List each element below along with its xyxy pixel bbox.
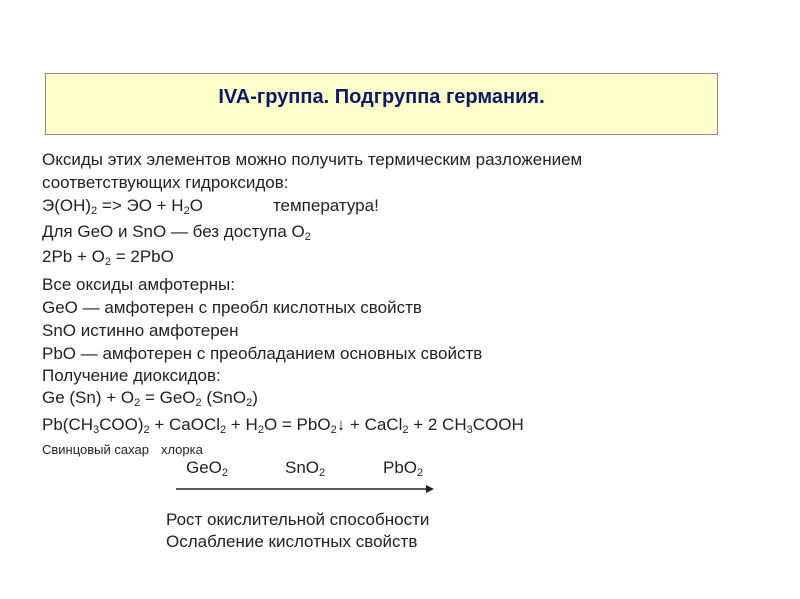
- eq-sub: 2: [257, 424, 264, 436]
- equation-decomposition: [42, 196, 379, 216]
- trend-oxidizing: Рост окислительной способности: [166, 510, 430, 529]
- eq-sub: 2: [143, 424, 150, 436]
- oxide-sub: 2: [221, 467, 229, 479]
- eq-part: 2Pb + O: [42, 247, 105, 266]
- eq-part: Pb(CH: [42, 415, 94, 434]
- text-line-geo: GeO — амфотерен с преобл кислотных свойств: [42, 298, 422, 317]
- eq-part: + CaOCl: [149, 415, 221, 434]
- eq-part: + H: [226, 415, 258, 434]
- eq-part: ): [252, 388, 258, 407]
- eq-part: + 2 CH: [408, 415, 467, 434]
- eq-part: Ge (Sn) + O: [42, 388, 135, 407]
- trend-acidic: Ослабление кислотных свойств: [166, 532, 418, 551]
- trend-arrow: [176, 483, 434, 495]
- eq-part: (SnO: [201, 388, 247, 407]
- temperature-note: температура!: [272, 196, 379, 215]
- eq-part: COO): [99, 415, 144, 434]
- eq-sub: 2: [304, 231, 311, 243]
- text-line-no-oxygen: [42, 222, 311, 242]
- text-line-dioxides: Получение диоксидов:: [42, 366, 221, 385]
- reagent-lead-sugar: Свинцовый сахар: [42, 442, 149, 457]
- text-line-amphoteric: Все оксиды амфотерны:: [42, 275, 236, 294]
- eq-part: = GeO: [140, 388, 196, 407]
- eq-sub: 2: [330, 424, 337, 436]
- eq-sub: 2: [183, 205, 190, 217]
- text-line-pbo: PbO — амфотерен с преобладанием основных свойств: [42, 344, 483, 363]
- reagent-names: [42, 442, 203, 457]
- equation-lead-oxidation: [42, 247, 174, 267]
- equation-dioxide: [42, 388, 258, 408]
- title-box: [45, 73, 718, 135]
- eq-sub: 2: [195, 397, 202, 409]
- slide-title: IVA-группа. Подгруппа германия.: [218, 86, 545, 108]
- eq-sub: 2: [246, 397, 253, 409]
- equation-pbo2: [42, 415, 524, 435]
- eq-sub: 3: [93, 424, 100, 436]
- eq-part: COOH: [472, 415, 524, 434]
- oxide-geo2: [186, 458, 228, 478]
- reagent-bleach: хлорка: [160, 442, 203, 457]
- eq-sub: 2: [402, 424, 409, 436]
- text-line-hydroxides: соответствующих гидроксидов:: [42, 173, 289, 192]
- eq-part: O: [189, 196, 203, 215]
- oxide-sub: 2: [319, 467, 326, 479]
- oxide-base: PbO: [383, 458, 418, 477]
- oxide-base: GeO: [186, 458, 222, 477]
- eq-sub: 2: [220, 424, 227, 436]
- eq-part: Э(OH): [42, 196, 92, 215]
- oxide-pbo2: [383, 458, 423, 478]
- eq-part: => ЭО + H: [97, 196, 184, 215]
- eq-part: ↓ + CaCl: [336, 415, 403, 434]
- eq-sub: 2: [91, 205, 98, 217]
- oxide-sno2: [285, 458, 325, 478]
- eq-sub: 2: [134, 397, 141, 409]
- eq-part: O = PbO: [263, 415, 331, 434]
- text-line-sno: SnO истинно амфотерен: [42, 321, 239, 340]
- oxide-sub: 2: [417, 467, 424, 479]
- eq-part: Для GeO и SnO — без доступа O: [42, 222, 305, 241]
- eq-sub: 2: [104, 256, 111, 268]
- eq-sub: 3: [466, 424, 473, 436]
- oxide-base: SnO: [285, 458, 320, 477]
- text-line-oxides-intro: Оксиды этих элементов можно получить термическим разложением: [42, 150, 583, 169]
- eq-part: = 2PbO: [110, 247, 174, 266]
